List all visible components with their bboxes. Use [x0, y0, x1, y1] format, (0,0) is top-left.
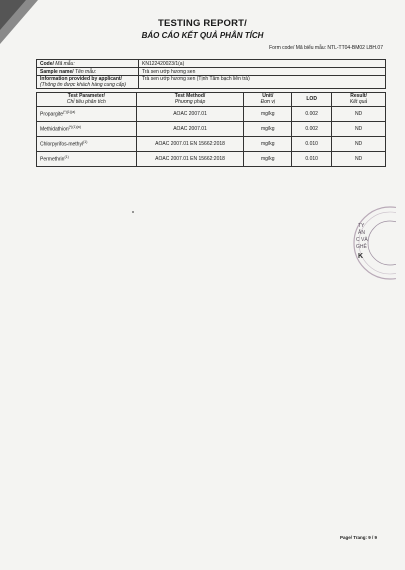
lod-value: 0.002 [292, 107, 332, 122]
sample-label: Sample name/ [40, 68, 74, 75]
applicant-label: Information provided by applicant/ [40, 76, 122, 82]
method-value: AOAC 2007.01 [136, 122, 244, 137]
result-value: ND [332, 152, 386, 167]
param-footnote: (*)(1)(a) [68, 125, 81, 130]
applicant-value: Trà sen ướp hương sen (Tịnh Tâm bạch liên trà) [139, 76, 386, 89]
sample-info-table [36, 59, 386, 89]
lod-value: 0.002 [292, 122, 332, 137]
table-row [37, 137, 386, 152]
param-footnote: (1) [83, 140, 88, 145]
page-number: Page/ Trang: 9 / 9 [339, 535, 377, 540]
applicant-label-vn: (Thông tin được khách hàng cung cấp) [40, 82, 126, 88]
unit-value: mg/kg [244, 137, 292, 152]
company-seal-stamp [346, 205, 396, 285]
unit-value: mg/kg [244, 107, 292, 122]
table-row [37, 152, 386, 167]
code-label-vn: Mã mẫu: [55, 60, 75, 67]
report-subtitle: BÁO CÁO KẾT QUẢ PHÂN TÍCH [141, 31, 264, 40]
result-value: ND [332, 122, 386, 137]
svg-text:TY: TY [358, 223, 365, 229]
sample-value: Trà sen ướp hương sen [139, 68, 386, 76]
results-header-row [37, 93, 386, 107]
param-footnote: (1) [64, 155, 69, 160]
result-value: ND [332, 137, 386, 152]
info-row-sample [37, 68, 386, 76]
svg-text:K: K [358, 253, 364, 260]
results-table [36, 92, 386, 167]
param-name: Methidathion [40, 126, 69, 133]
result-value: ND [332, 107, 386, 122]
table-row [37, 107, 386, 122]
info-row-applicant [37, 76, 386, 89]
header-result: Result/ Kết quả [332, 93, 386, 107]
unit-value: mg/kg [244, 152, 292, 167]
method-value: AOAC 2007.01 [136, 107, 244, 122]
svg-text:ÂN: ÂN [358, 230, 365, 236]
speck-mark [132, 211, 134, 213]
svg-text:GHÊ: GHÊ [356, 244, 367, 250]
lod-value: 0.010 [292, 152, 332, 167]
method-value: AOAC 2007.01 EN 15662:2018 [136, 137, 244, 152]
table-row [37, 122, 386, 137]
code-label: Code/ [40, 60, 54, 67]
lod-value: 0.010 [292, 137, 332, 152]
form-code: Form code/ Mã biểu mẫu: NTL-TT04-BM02 LBH.07 [269, 45, 383, 51]
header-param: Test Parameter/ Chỉ tiêu phân tích [37, 93, 137, 107]
svg-text:C VÀ: C VÀ [356, 237, 368, 243]
header-method: Test Method/ Phương pháp [136, 93, 244, 107]
info-row-code [37, 60, 386, 68]
method-value: AOAC 2007.01 EN 15662:2018 [136, 152, 244, 167]
param-name: Chlorpyrifos-methyl [40, 141, 84, 148]
header-unit: Unit/ Đơn vị [244, 93, 292, 107]
report-title: TESTING REPORT/ [157, 18, 248, 29]
param-name: Propargite [40, 111, 64, 118]
header-lod: LOD [292, 93, 332, 107]
sample-label-vn: Tên mẫu: [75, 68, 97, 75]
code-value: KN122420023/1(a) [139, 60, 386, 68]
unit-value: mg/kg [244, 122, 292, 137]
param-footnote: (*)(1)(a) [63, 110, 76, 115]
param-name: Permethrin [40, 156, 65, 163]
